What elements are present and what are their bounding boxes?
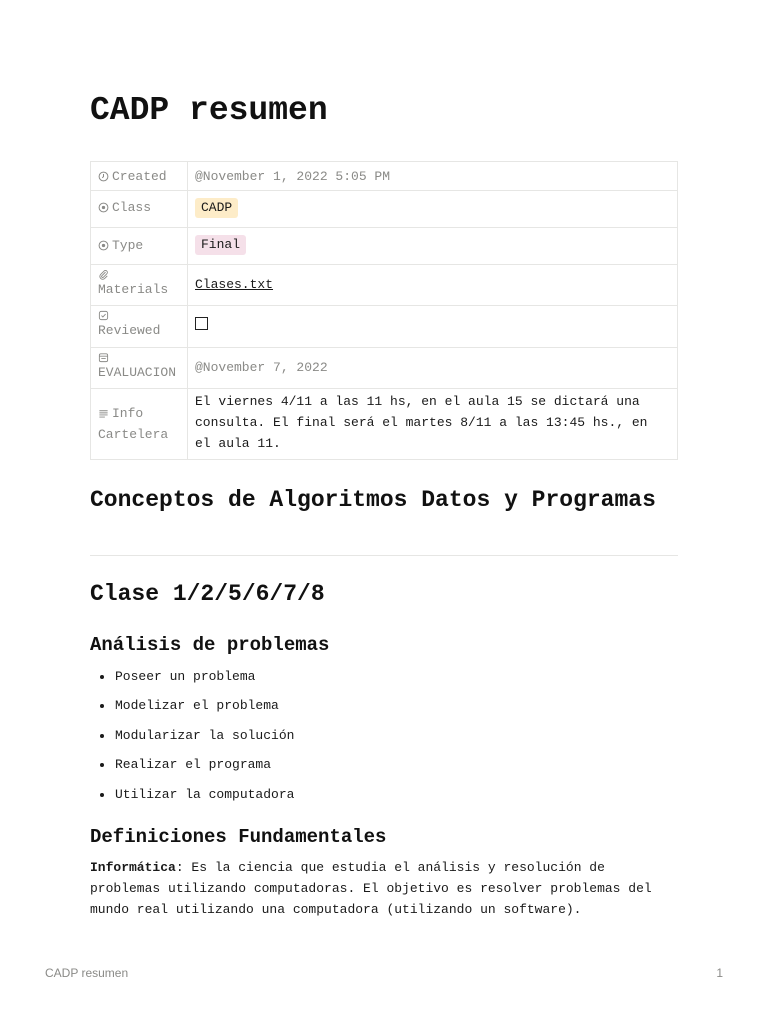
list-item [90, 723, 294, 752]
list-item [90, 782, 294, 811]
list-item [90, 752, 294, 781]
list-item [90, 693, 294, 722]
info-cartelera-text: El viernes 4/11 a las 11 hs, en el aula 15 se dictará una consulta. El final será el martes 8/11 a las 13:45 hs., en el aula 11. [195, 394, 648, 451]
informatica-definition: : Es la ciencia que estudia el análisis y resolución de problemas utilizando computadoras. El objetivo es resolver problemas del mundo real utilizando una computadora (utilizando un software). [90, 860, 652, 917]
property-label-evaluacion: EVALUACION [98, 365, 177, 380]
list-item-text: Utilizar la computadora [115, 786, 295, 802]
analisis-list [90, 664, 294, 811]
property-value [188, 348, 678, 389]
paperclip-icon [98, 269, 109, 280]
property-label-cartelera: Cartelera [98, 427, 169, 442]
bullet-icon [100, 763, 104, 767]
property-key [91, 162, 188, 191]
clock-icon [98, 171, 109, 182]
property-key [91, 348, 188, 389]
calendar-icon [98, 352, 109, 363]
created-date: @November 1, 2022 5:05 PM [195, 169, 391, 184]
property-key [91, 228, 188, 265]
property-row-info-cartelera [91, 389, 678, 460]
definiciones-heading: Definiciones Fundamentales [90, 826, 387, 848]
property-label-type: Type [112, 238, 144, 253]
properties-table [90, 161, 678, 460]
property-row-materials [91, 265, 678, 306]
section-heading: Conceptos de Algoritmos Datos y Programas [90, 487, 656, 513]
property-value [188, 162, 678, 191]
analisis-heading: Análisis de problemas [90, 634, 330, 656]
type-tag[interactable]: Final [195, 235, 246, 255]
property-value [188, 306, 678, 348]
property-key [91, 265, 188, 306]
checkbox-icon [98, 310, 109, 321]
bullet-icon [100, 793, 104, 797]
list-item-text: Poseer un problema [115, 669, 256, 684]
list-item-text: Realizar el programa [115, 757, 272, 773]
informatica-term: Informática [90, 860, 176, 875]
clase-heading: Clase 1/2/5/6/7/8 [90, 581, 325, 607]
bullet-icon [100, 734, 104, 738]
property-key [91, 389, 188, 460]
property-label-created: Created [112, 169, 167, 184]
property-row-evaluacion [91, 348, 678, 389]
reviewed-checkbox[interactable] [195, 317, 208, 330]
property-value [188, 389, 678, 460]
page-title: CADP resumen [90, 92, 328, 129]
property-row-reviewed [91, 306, 678, 348]
property-key [91, 306, 188, 348]
property-value [188, 228, 678, 265]
property-label-reviewed: Reviewed [98, 323, 161, 338]
section-divider [90, 555, 678, 556]
property-label-class: Class [112, 200, 152, 215]
property-label-info: Info [112, 406, 144, 421]
bullet-icon [100, 675, 104, 679]
informatica-paragraph [90, 857, 682, 920]
list-item-text: Modelizar el problema [115, 698, 279, 714]
property-row-created [91, 162, 678, 191]
property-label-materials: Materials [98, 282, 169, 297]
property-value [188, 265, 678, 306]
footer-doc-name: CADP resumen [45, 966, 129, 980]
property-row-class [91, 191, 678, 228]
select-icon [98, 240, 109, 251]
list-item [90, 664, 294, 693]
evaluacion-date: @November 7, 2022 [195, 360, 328, 375]
class-tag[interactable]: CADP [195, 198, 238, 218]
text-lines-icon [98, 408, 109, 419]
property-key [91, 191, 188, 228]
materials-file-link[interactable]: Clases.txt [195, 277, 274, 292]
footer-page-number: 1 [716, 966, 723, 980]
select-icon [98, 202, 109, 213]
property-value [188, 191, 678, 228]
list-item-text: Modularizar la solución [115, 727, 295, 743]
property-row-type [91, 228, 678, 265]
bullet-icon [100, 704, 104, 708]
